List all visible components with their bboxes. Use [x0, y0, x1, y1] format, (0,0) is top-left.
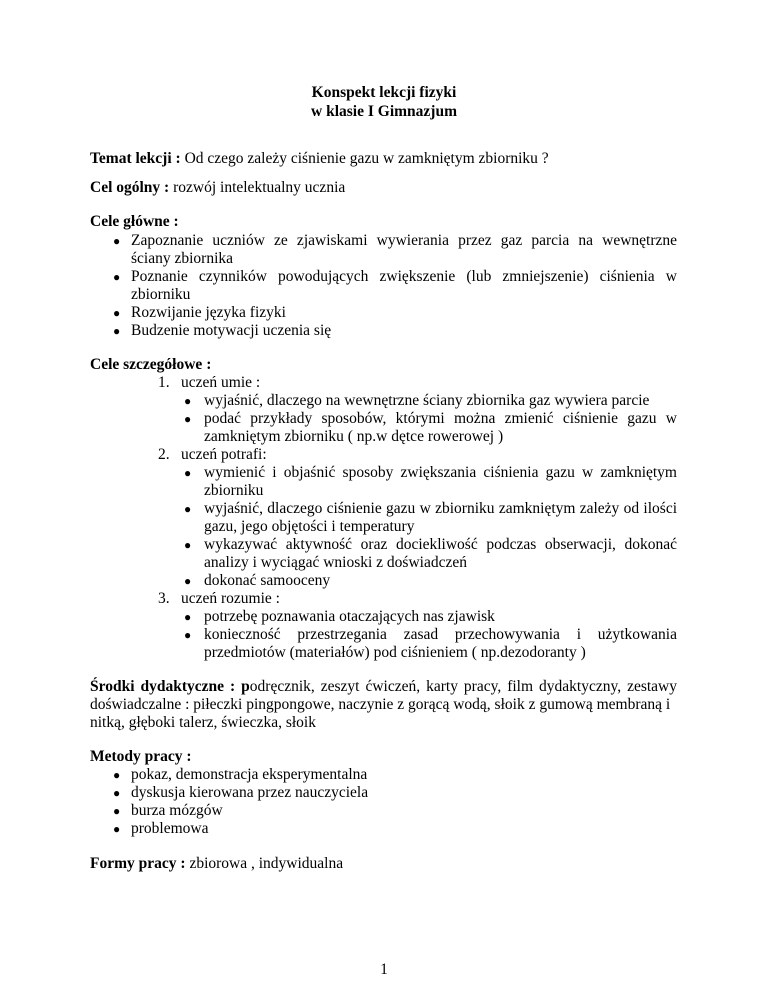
main-goal-item-2: Poznanie czynników powodujących zwiększenie (lub zmniejszenie) ciśnienia w	[131, 268, 677, 285]
group-number: 3.	[158, 590, 170, 607]
specific-item: wyjaśnić, dlaczego na wewnętrzne ściany zbiornika gaz wywiera parcie	[204, 392, 650, 409]
general-goal-line	[90, 178, 680, 197]
main-goal-item-1: Zapoznanie uczniów ze zjawiskami wywierania przez gaz parcia na wewnętrzne	[131, 232, 677, 249]
method-item: pokaz, demonstracja eksperymentalna	[131, 766, 368, 783]
specific-item: potrzebę poznawania otaczających nas zjawisk	[204, 608, 495, 625]
topic-text: Od czego zależy ciśnienie gazu w zamkniętym zbiorniku ?	[180, 150, 549, 167]
bullet-icon: ●	[113, 324, 121, 338]
method-item: dyskusja kierowana przez nauczyciela	[131, 784, 369, 801]
topic-label: Temat lekcji :	[90, 150, 181, 167]
topic-line	[90, 149, 680, 168]
work-forms-text: zbiorowa , indywidualna	[185, 855, 344, 872]
specific-item: konieczność przestrzegania zasad przechowywania i użytkowania	[204, 626, 677, 643]
bullet-icon: ●	[184, 412, 192, 426]
method-item: problemowa	[131, 820, 209, 837]
bullet-icon: ●	[184, 538, 192, 552]
document-title-line1: Konspekt lekcji fizyki	[311, 84, 457, 101]
specific-item: dokonać samooceny	[204, 572, 331, 589]
specific-item-cont: gazu, jego objętości i temperatury	[204, 518, 415, 535]
general-goal-text: rozwój intelektualny ucznia	[169, 179, 346, 196]
bullet-icon: ●	[184, 502, 192, 516]
bullet-icon: ●	[113, 270, 121, 284]
bullet-icon: ●	[113, 234, 121, 248]
methods-heading	[90, 747, 680, 766]
group-title: uczeń umie :	[181, 374, 261, 391]
specific-item-cont: zbiorniku	[204, 482, 264, 499]
bullet-icon: ●	[184, 628, 192, 642]
teaching-aids-line2: doświadczalne : piłeczki pingpongowe, naczynie z gorącą wodą, słoik z gumową membraną i	[90, 696, 671, 713]
specific-item-cont: analizy i wyciągać wnioski z doświadczeń	[204, 554, 467, 571]
teaching-aids-line1	[90, 677, 677, 696]
specific-goals-heading	[90, 355, 680, 374]
main-goal-item-4: Budzenie motywacji uczenia się	[131, 322, 332, 339]
group-title: uczeń rozumie :	[181, 590, 280, 607]
teaching-aids-label: Środki dydaktyczne : p	[90, 678, 250, 695]
work-forms-label: Formy pracy :	[90, 855, 186, 872]
teaching-aids-line3: nitką, głęboki talerz, świeczka, słoik	[90, 714, 316, 731]
bullet-icon: ●	[113, 768, 121, 782]
main-goal-item-1-cont: ściany zbiornika	[131, 250, 234, 267]
bullet-icon: ●	[184, 574, 192, 588]
document-title-line2: w klasie I Gimnazjum	[311, 103, 457, 120]
teaching-aids-text: odręcznik, zeszyt ćwiczeń, karty pracy, film dydaktyczny, zestawy	[249, 678, 677, 695]
bullet-icon: ●	[113, 822, 121, 836]
group-number: 2.	[158, 446, 170, 463]
general-goal-label: Cel ogólny :	[90, 179, 170, 196]
page-number: 1	[380, 961, 388, 978]
specific-item: wykazywać aktywność oraz dociekliwość podczas obserwacji, dokonać	[204, 536, 677, 553]
main-goal-item-3: Rozwijanie języka fizyki	[131, 304, 286, 321]
bullet-icon: ●	[113, 306, 121, 320]
main-goals-label: Cele główne :	[90, 213, 179, 230]
specific-item-cont: przedmiotów (materiałów) pod ciśnieniem ( np.dezodoranty )	[204, 644, 586, 661]
specific-goals-label: Cele szczegółowe :	[90, 356, 212, 373]
bullet-icon: ●	[113, 786, 121, 800]
bullet-icon: ●	[184, 466, 192, 480]
methods-label: Metody pracy :	[90, 748, 192, 765]
specific-item: wymienić i objaśnić sposoby zwiększania ciśnienia gazu w zamkniętym	[204, 464, 677, 481]
bullet-icon: ●	[184, 394, 192, 408]
bullet-icon: ●	[184, 610, 192, 624]
bullet-icon: ●	[113, 804, 121, 818]
method-item: burza mózgów	[131, 802, 223, 819]
main-goal-item-2-cont: zbiorniku	[131, 286, 191, 303]
specific-item: wyjaśnić, dlaczego ciśnienie gazu w zbiorniku zamkniętym zależy od ilości	[204, 500, 677, 517]
specific-item: podać przykłady sposobów, którymi można zmienić ciśnienie gazu w	[204, 410, 677, 427]
work-forms-line	[90, 854, 680, 873]
main-goals-heading	[90, 212, 680, 231]
group-title: uczeń potrafi:	[181, 446, 267, 463]
group-number: 1.	[158, 374, 170, 391]
specific-item-cont: zamkniętym zbiorniku ( np.w dętce rowerowej )	[204, 428, 504, 445]
